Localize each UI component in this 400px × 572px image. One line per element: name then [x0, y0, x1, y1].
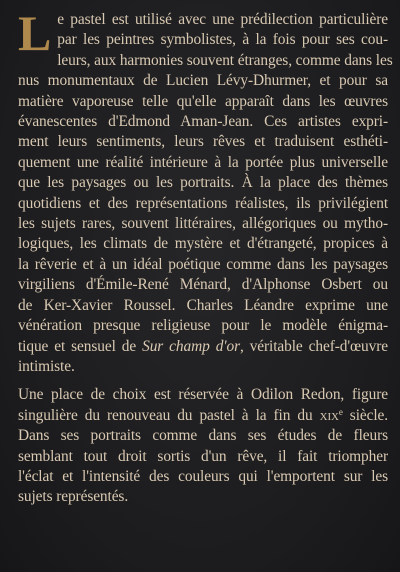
text-segment: siècle.: [342, 406, 388, 424]
text-line: Une place de choix est réservée à Odilon Redon, figure: [18, 386, 388, 404]
text-line: [18, 337, 388, 357]
text-line: leurs, aux harmonies souvent étranges, comme dans les: [57, 51, 393, 69]
text-line: intimiste.: [18, 357, 75, 375]
paragraph-2: [18, 385, 388, 507]
text-line: ment leurs sentiments, leurs rêves et traduisent esthéti-: [18, 133, 388, 151]
text-line: par les peintres symbolistes, à la fois pour ses cou-: [57, 31, 388, 49]
text-line: sujets représentés.: [18, 488, 129, 506]
text-line: vénération presque religieuse pour le modèle énigma-: [18, 317, 388, 335]
text-segment: , véritable chef-d'œuvre: [239, 337, 388, 355]
text-line: Dans ses portraits comme dans ses études de fleurs: [18, 427, 388, 445]
text-line: logiques, les climats de mystère et d'étrangeté, propices à: [18, 235, 388, 253]
text-line: quement une réalité intérieure à la portée plus universelle: [18, 153, 388, 171]
text-segment: tique et sensuel de: [18, 337, 143, 355]
artwork-title: Sur champ d'or: [142, 337, 240, 355]
text-line: e pastel est utilisé avec une prédilection particulière: [57, 11, 388, 28]
text-line: nus monumentaux de Lucien Lévy-Dhurmer, et pour sa: [18, 72, 388, 90]
paragraph-1: [18, 5, 393, 377]
text-segment: singulière du renouveau du pastel à la fin du: [18, 406, 320, 424]
text-line: les sujets rares, souvent littéraires, allégoriques ou mytho-: [18, 215, 388, 233]
text-line: de Ker-Xavier Roussel. Charles Léandre exprime une: [18, 296, 388, 314]
text-line: l'éclat et l'intensité des couleurs qui l'emportent sur les: [18, 467, 388, 485]
drop-cap: L: [18, 5, 52, 61]
text-line: [18, 406, 388, 426]
text-line: virgiliens d'Émile-René Ménard, d'Alphonse Osbert ou: [18, 276, 388, 294]
text-line: évanescentes d'Edmond Aman-Jean. Ces artistes expri-: [18, 113, 388, 131]
text-line: matière vaporeuse telle qu'elle apparaît dans les œuvres: [18, 92, 388, 110]
text-line: que les paysages ou les portraits. À la place des thèmes: [18, 174, 388, 192]
text-line: la rêverie et à un idéal poétique comme dans les paysages: [18, 255, 388, 273]
century-numeral: xix: [319, 406, 339, 424]
text-line: semblant tout droit sortis d'un rêve, il fait triompher: [18, 447, 388, 465]
text-line: quotidiens et des représentations réalistes, ils privilégient: [18, 194, 388, 212]
century-superscript: e: [338, 406, 343, 417]
